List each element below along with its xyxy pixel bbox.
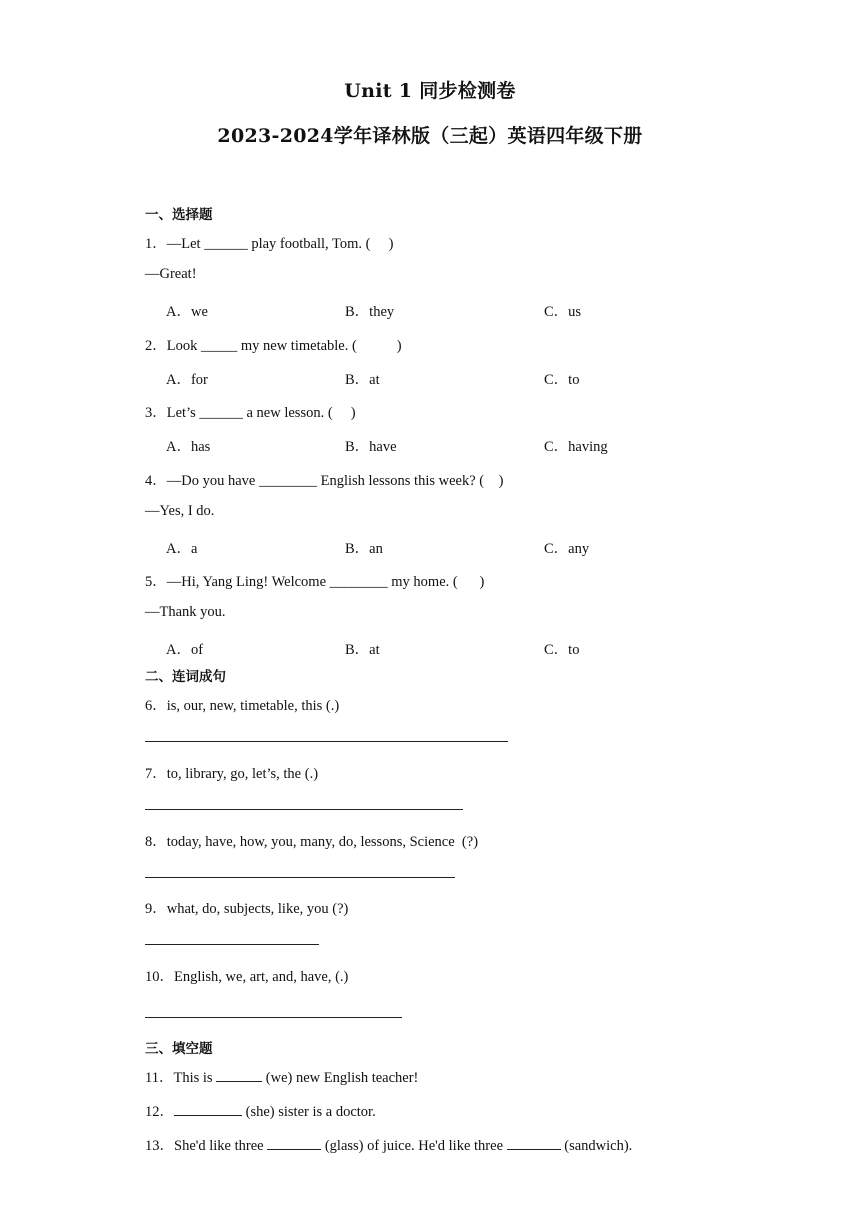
q2-option-a: A．for bbox=[166, 372, 208, 388]
q13-number: 13． bbox=[145, 1138, 174, 1154]
q5-option-c: C．to bbox=[544, 642, 580, 658]
question-7: 7．to, library, go, let’s, the (.) bbox=[145, 766, 319, 782]
question-3: 3．Let’s ______ a new lesson. ( ) bbox=[145, 405, 356, 421]
question-1: 1．—Let ______ play football, Tom. ( ) bbox=[145, 236, 394, 252]
answer-line-7[interactable] bbox=[145, 809, 463, 810]
q11-blank[interactable] bbox=[216, 1069, 262, 1082]
q3-option-a: A．has bbox=[166, 439, 211, 455]
q13-blank-1[interactable] bbox=[267, 1137, 321, 1150]
q3-option-c: C．having bbox=[544, 439, 608, 455]
question-10: 10．English, we, art, and, have, (.) bbox=[145, 969, 349, 985]
question-9: 9．what, do, subjects, like, you (?) bbox=[145, 901, 349, 917]
q12-blank[interactable] bbox=[174, 1103, 242, 1116]
page-subtitle: 2023-2024学年译林版（三起）英语四年级下册 bbox=[217, 125, 643, 147]
page-title: Unit 1 同步检测卷 bbox=[344, 80, 516, 102]
q4-option-c: C．any bbox=[544, 541, 590, 557]
q3-option-b: B．have bbox=[345, 439, 397, 455]
answer-line-9[interactable] bbox=[145, 944, 319, 945]
q5-option-b: B．at bbox=[345, 642, 380, 658]
q13-before: She'd like three bbox=[174, 1138, 268, 1154]
q11-number: 11． bbox=[145, 1070, 174, 1086]
q13-middle: (glass) of juice. He'd like three bbox=[321, 1138, 507, 1154]
section-heading-sentence: 二、连词成句 bbox=[145, 669, 226, 685]
q1-option-c: C．us bbox=[544, 304, 582, 320]
answer-line-6[interactable] bbox=[145, 741, 508, 742]
answer-line-10[interactable] bbox=[145, 1017, 402, 1018]
question-13 bbox=[145, 1134, 632, 1155]
question-5-reply: —Thank you. bbox=[145, 604, 226, 620]
question-6: 6．is, our, new, timetable, this (.) bbox=[145, 698, 340, 714]
q1-option-a: A．we bbox=[166, 304, 208, 320]
question-2: 2．Look _____ my new timetable. ( ) bbox=[145, 338, 402, 354]
question-1-reply: —Great! bbox=[145, 266, 197, 282]
section-heading-fill: 三、填空题 bbox=[145, 1041, 213, 1057]
q13-blank-2[interactable] bbox=[507, 1137, 561, 1150]
question-12 bbox=[145, 1100, 376, 1121]
question-4-reply: —Yes, I do. bbox=[145, 503, 215, 519]
section-heading-choice: 一、选择题 bbox=[145, 207, 213, 223]
q2-option-c: C．to bbox=[544, 372, 580, 388]
q13-after: (sandwich). bbox=[560, 1138, 633, 1154]
q12-number: 12． bbox=[145, 1104, 174, 1120]
q1-option-b: B．they bbox=[345, 304, 395, 320]
q12-after: (she) sister is a doctor. bbox=[242, 1104, 376, 1120]
q5-option-a: A．of bbox=[166, 642, 204, 658]
answer-line-8[interactable] bbox=[145, 877, 455, 878]
q2-option-b: B．at bbox=[345, 372, 380, 388]
q11-after: (we) new English teacher! bbox=[262, 1070, 419, 1086]
question-5: 5．—Hi, Yang Ling! Welcome ________ my home. ( ) bbox=[145, 574, 485, 590]
q4-option-a: A．a bbox=[166, 541, 198, 557]
q4-option-b: B．an bbox=[345, 541, 383, 557]
q11-before: This is bbox=[173, 1070, 217, 1086]
question-8: 8．today, have, how, you, many, do, lessons, Science (?) bbox=[145, 834, 479, 850]
question-4: 4．—Do you have ________ English lessons this week? ( ) bbox=[145, 473, 504, 489]
question-11 bbox=[145, 1066, 418, 1087]
